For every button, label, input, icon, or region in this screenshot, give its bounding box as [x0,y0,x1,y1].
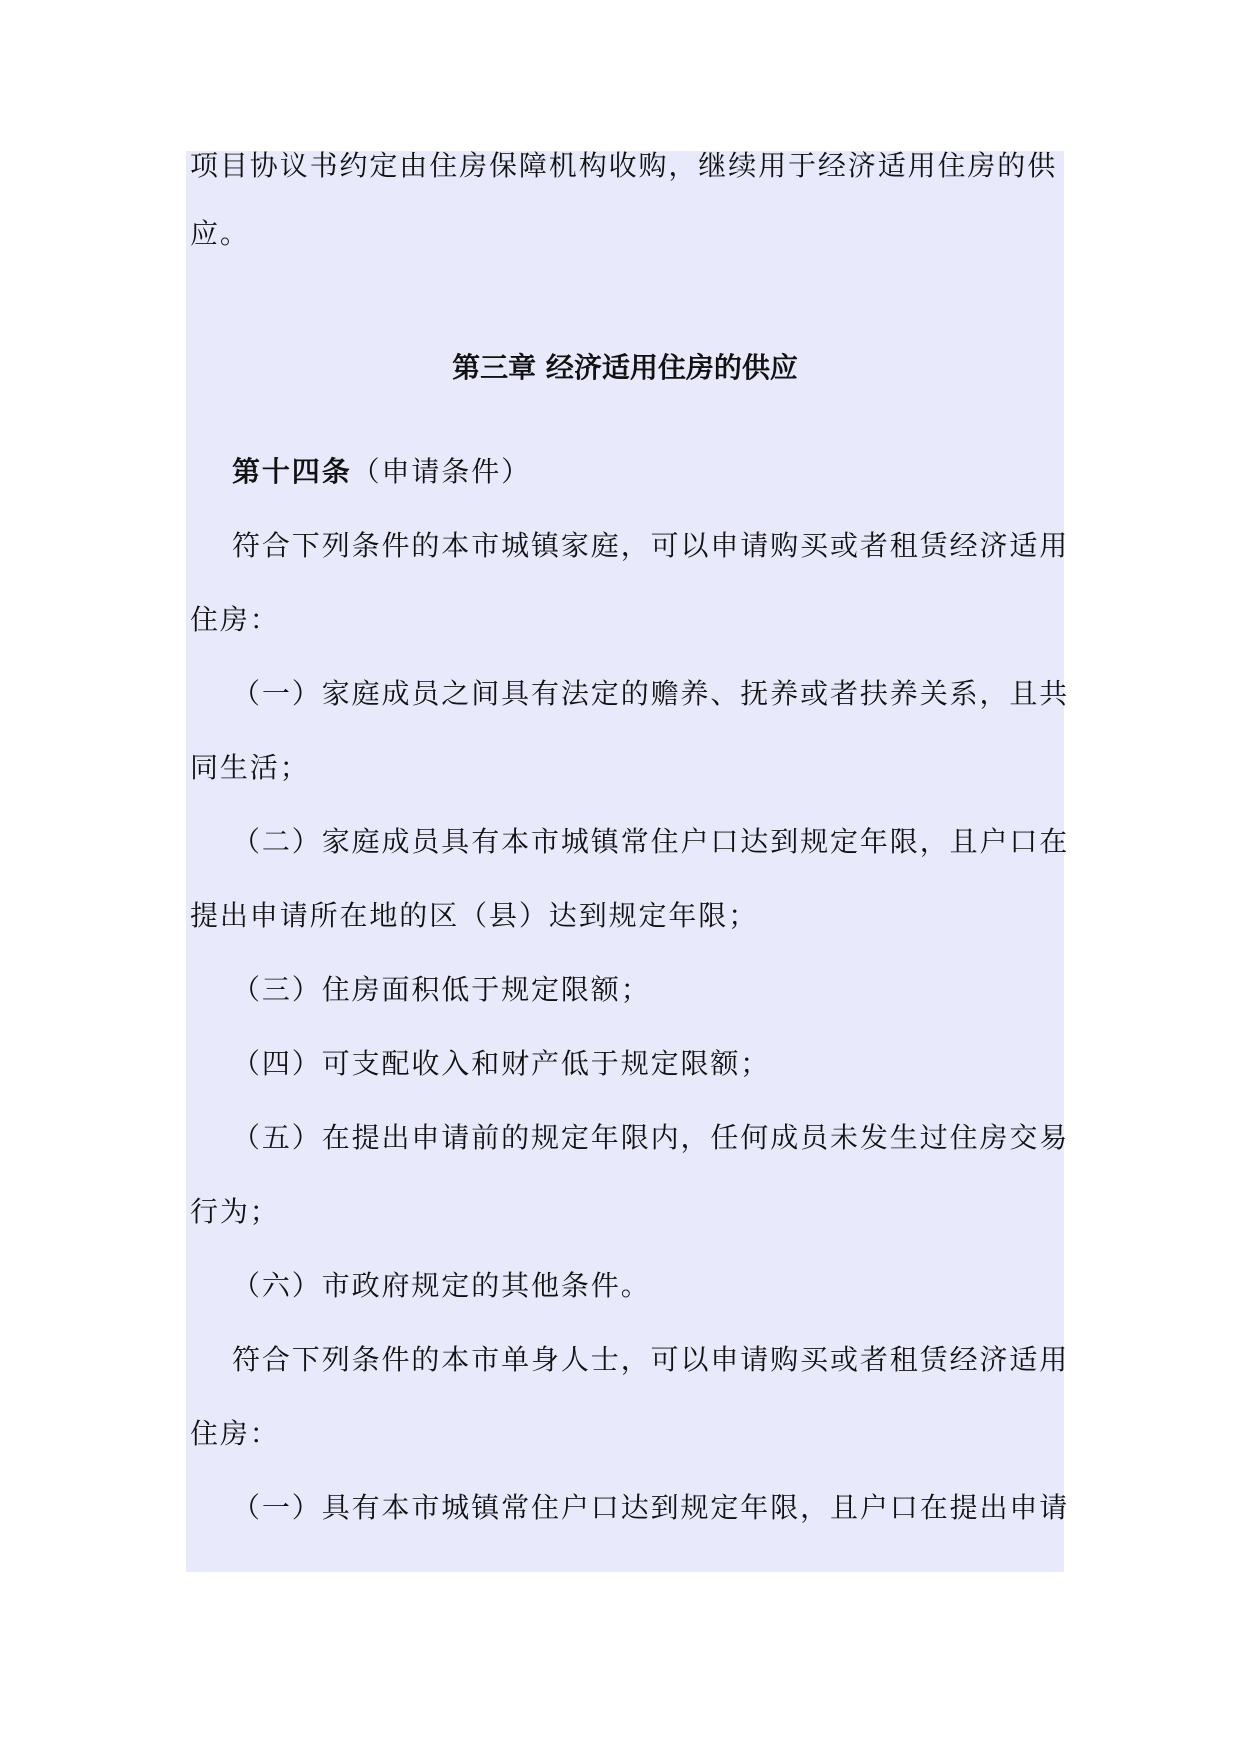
continuation-line: 应。 [190,217,250,250]
family-condition-item: 行为； [190,1195,280,1228]
article-heading [232,452,1062,492]
article-number: 第十四条 [232,455,352,488]
article-title: （申请条件） [351,455,532,488]
single-intro: 符合下列条件的本市单身人士，可以申请购买或者租赁经济适用 [232,1343,1070,1376]
continuation-line: 项目协议书约定由住房保障机构收购，继续用于经济适用住房的供 [190,149,1058,182]
family-condition-item: （二）家庭成员具有本市城镇常住户口达到规定年限，且户口在 [232,825,1070,858]
family-condition-item: （一）家庭成员之间具有法定的赡养、抚养或者扶养关系，且共 [232,677,1070,710]
family-intro: 符合下列条件的本市城镇家庭，可以申请购买或者租赁经济适用 [232,529,1070,562]
family-condition-item: （五）在提出申请前的规定年限内，任何成员未发生过住房交易 [232,1121,1070,1154]
family-condition-item: 同生活； [190,751,310,784]
single-condition-item: （一）具有本市城镇常住户口达到规定年限，且户口在提出申请 [232,1491,1070,1524]
family-condition-item: （三）住房面积低于规定限额； [232,973,651,1006]
chapter-heading: 第三章 经济适用住房的供应 [452,351,798,384]
family-intro: 住房： [190,603,280,636]
family-condition-item: （六）市政府规定的其他条件。 [232,1269,651,1302]
family-condition-item: （四）可支配收入和财产低于规定限额； [232,1047,771,1080]
single-intro: 住房： [190,1417,280,1450]
family-condition-item: 提出申请所在地的区（县）达到规定年限； [190,899,759,932]
